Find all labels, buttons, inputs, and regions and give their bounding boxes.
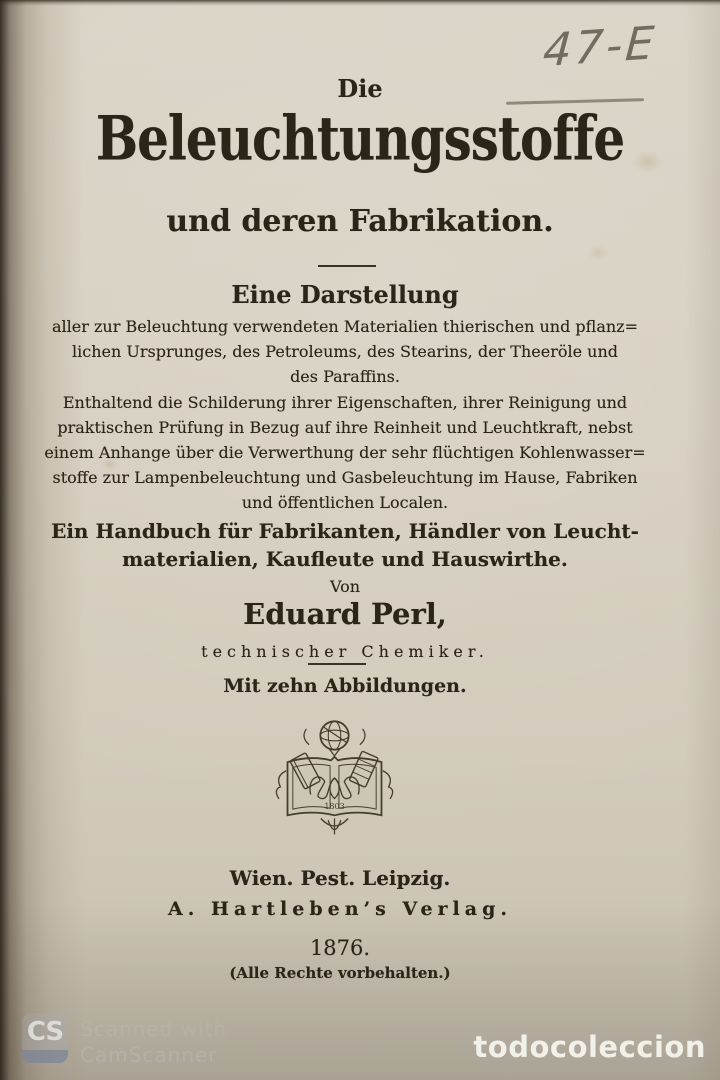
emblem-year: 1803 bbox=[324, 802, 345, 812]
contents-line: praktischen Prüfung in Bezug auf ihre Reinheit und Leuchtkraft, nebst bbox=[57, 418, 633, 437]
audience-statement bbox=[0, 517, 690, 573]
camscanner-logo-icon bbox=[22, 1013, 68, 1063]
divider-rule-author bbox=[308, 663, 366, 665]
camscanner-logo-bar bbox=[22, 1050, 68, 1063]
contents-line: Enthaltend die Schilderung ihrer Eigenschaften, ihrer Reinigung und bbox=[62, 393, 628, 412]
author-role: technischer Chemiker. bbox=[201, 642, 489, 661]
author-intro: Von bbox=[329, 577, 361, 596]
title-article: Die bbox=[337, 74, 383, 103]
description-line: des Paraffins. bbox=[290, 367, 400, 386]
description-line: aller zur Beleuchtung verwendeten Materialien thierischen und pflanz= bbox=[52, 317, 638, 336]
book-subtitle: und deren Fabrikation. bbox=[166, 204, 554, 239]
imprint-cities: Wien. Pest. Leipzig. bbox=[229, 866, 451, 890]
publisher-emblem-icon bbox=[267, 716, 402, 849]
imprint-publisher: A. Hartleben’s Verlag. bbox=[168, 898, 512, 920]
description-paragraph bbox=[0, 314, 690, 389]
description-heading: Eine Darstellung bbox=[231, 280, 459, 309]
camscanner-watermark bbox=[80, 1016, 227, 1068]
description-line: lichen Ursprunges, des Petroleums, des Stearins, der Theeröle und bbox=[72, 342, 618, 361]
contents-line: einem Anhange über die Verwerthung der sehr flüchtigen Kohlenwasser= bbox=[44, 443, 646, 462]
todocoleccion-watermark: todocoleccion bbox=[473, 1030, 706, 1064]
illustrations-note: Mit zehn Abbildungen. bbox=[223, 675, 467, 697]
imprint-year: 1876. bbox=[309, 936, 371, 960]
divider-rule-title bbox=[318, 265, 376, 267]
author-name: Eduard Perl, bbox=[243, 597, 447, 631]
audience-line: Ein Handbuch für Fabrikanten, Händler von Leucht- bbox=[51, 519, 639, 543]
handwritten-annotation: 47-E bbox=[541, 15, 659, 78]
camscanner-logo-letters: CS bbox=[26, 1017, 64, 1047]
book-title: Beleuchtungsstoffe bbox=[95, 102, 625, 174]
contents-line: stoffe zur Lampenbeleuchtung und Gasbeleuchtung im Hause, Fabriken bbox=[52, 468, 638, 487]
imprint-rights: (Alle Rechte vorbehalten.) bbox=[229, 964, 451, 982]
camscanner-text-line: Scanned with bbox=[80, 1017, 228, 1041]
camscanner-text-line: CamScanner bbox=[80, 1043, 218, 1067]
contents-line: und öffentlichen Localen. bbox=[241, 493, 449, 512]
contents-paragraph bbox=[0, 390, 690, 515]
audience-line: materialien, Kaufleute und Hauswirthe. bbox=[122, 547, 568, 571]
